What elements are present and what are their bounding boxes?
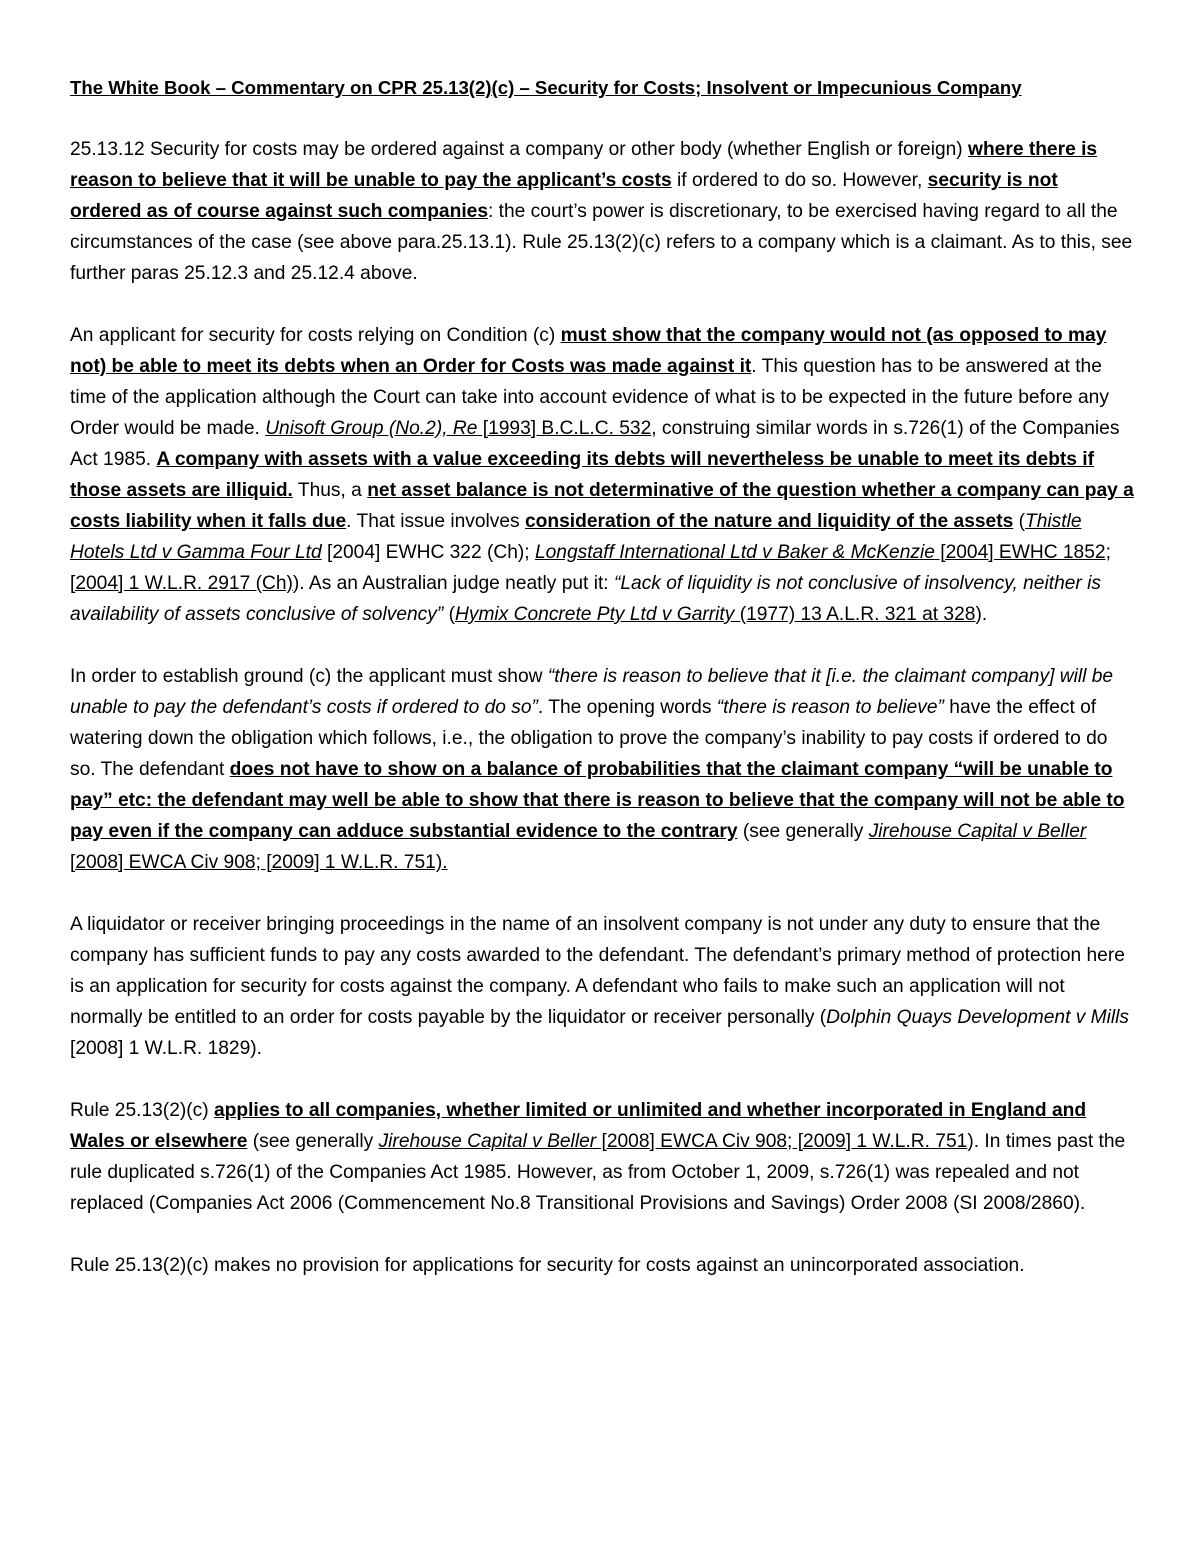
case-citation: Longstaff International Ltd v Baker & McKenzie bbox=[534, 542, 935, 563]
emphasis-text: consideration of the nature and liquidity of the assets bbox=[524, 511, 1014, 532]
report-citation: (1977) 13 A.L.R. 321 at 328 bbox=[734, 604, 976, 625]
paragraph-all-companies: Rule 25.13(2)(c) applies to all companies, whether limited or unlimited and whether incorporated in England and Wales or elsewhere (see generally Jirehouse Capital v Beller [2008] EWCA Civ 908; [2009] 1 W.L.R. 751). In times past the rule duplicated s.726(1) of the Companies Act 1985. However, as from October 1, 2009, s.726(1) was repealed and not replaced (Companies Act 2006 (Commencement No.8 Transitional Provisions and Savings) Order 2008 (SI 2008/2860). bbox=[70, 1100, 1126, 1214]
case-citation: Jirehouse Capital v Beller bbox=[378, 1131, 597, 1152]
paragraph-condition-c: An applicant for security for costs relying on Condition (c) must show that the company would not (as opposed to may not) be able to meet its debts when an Order for Costs was made against it. This question has to be answered at the time of the application although the Court can take into account evidence of what is to be expected in the future before any Order would be made. Unisoft Group (No.2), Re [1993] B.C.L.C. 532, construing similar words in s.726(1) of the Companies Act 1985. A company with assets with a value exceeding its debts will nevertheless be unable to meet its debts if those assets are illiquid. Thus, a net asset balance is not determinative of the question whether a company can pay a costs liability when it falls due. That issue involves consideration of the nature and liquidity of the assets (Thistle Hotels Ltd v Gamma Four Ltd [2004] EWHC 322 (Ch); Longstaff International Ltd v Baker & McKenzie [2004] EWHC 1852; [2004] 1 W.L.R. 2917 (Ch)). As an Australian judge neatly put it: “Lack of liquidity is not conclusive of insolvency, neither is availability of assets conclusive of solvency” (Hymix Concrete Pty Ltd v Garrity (1977) 13 A.L.R. 321 at 328). bbox=[70, 325, 1134, 625]
case-citation: Dolphin Quays Development v Mills bbox=[826, 1007, 1130, 1028]
paragraph-25-13-12: 25.13.12 Security for costs may be ordered against a company or other body (whether English or foreign) where there is reason to believe that it will be unable to pay the applicant’s costs if ordered to do so. However, security is not ordered as of course against such companies: the court’s power is discretionary, to be exercised having regard to all the circumstances of the case (see above para.25.13.1). Rule 25.13(2)(c) refers to a company which is a claimant. As to this, see further paras 25.12.3 and 25.12.4 above. bbox=[70, 139, 1133, 284]
paragraph-ground-c: In order to establish ground (c) the applicant must show “there is reason to believe that it [i.e. the claimant company] will be unable to pay the defendant’s costs if ordered to do so”. The opening words “there is reason to believe” have the effect of watering down the obligation which follows, i.e., the obligation to prove the company’s inability to pay costs if ordered to do so. The defendant does not have to show on a balance of probabilities that the claimant company “will be unable to pay” etc: the defendant may well be able to show that there is reason to believe that the company will not be able to pay even if the company can adduce substantial evidence to the contrary (see generally Jirehouse Capital v Beller [2008] EWCA Civ 908; [2009] 1 W.L.R. 751). bbox=[70, 666, 1125, 873]
emphasis-text: net asset balance is not determinative of the question whether a company can pay a costs liability when it falls due bbox=[70, 480, 1134, 532]
report-citation: [2008] EWCA Civ 908; [2009] 1 W.L.R. 751). bbox=[70, 852, 448, 873]
quotation: “there is reason to believe” bbox=[716, 697, 944, 718]
emphasis-text: A company with assets with a value exceeding its debts will nevertheless be unable to meet its debts if those assets are illiquid. bbox=[70, 449, 1095, 501]
report-citation: [2008] EWCA Civ 908; [2009] 1 W.L.R. 751 bbox=[596, 1131, 968, 1152]
emphasis-text: where there is reason to believe that it will be unable to pay the applicant’s costs bbox=[70, 139, 1098, 191]
paragraph-liquidator: A liquidator or receiver bringing proceedings in the name of an insolvent company is not under any duty to ensure that the company has sufficient funds to pay any costs awarded to the defendant. The defendant’s primary method of protection here is an application for security for costs against the company. A defendant who fails to make such an application will not normally be entitled to an order for costs payable by the liquidator or receiver personally (Dolphin Quays Development v Mills [2008] 1 W.L.R. 1829). bbox=[70, 914, 1130, 1059]
case-citation: Thistle Hotels Ltd v Gamma Four Ltd bbox=[70, 511, 1082, 563]
emphasis-text: applies to all companies, whether limited or unlimited and whether incorporated in England and Wales or elsewhere bbox=[70, 1100, 1087, 1152]
quotation: “Lack of liquidity is not conclusive of insolvency, neither is availability of assets conclusive of solvency” bbox=[70, 573, 1101, 625]
quotation: “there is reason to believe that it [i.e. the claimant company] will be unable to pay the defendant’s costs if ordered to do so” bbox=[70, 666, 1114, 718]
report-citation: [2004] EWHC 1852; [2004] 1 W.L.R. 2917 (Ch) bbox=[70, 542, 1111, 594]
report-citation: [1993] B.C.L.C. 532 bbox=[477, 418, 652, 439]
case-citation: Hymix Concrete Pty Ltd v Garrity bbox=[455, 604, 735, 625]
emphasis-text: security is not ordered as of course against such companies bbox=[70, 170, 1058, 222]
emphasis-text: does not have to show on a balance of probabilities that the claimant company “will be unable to pay” etc: the defendant may well be able to show that there is reason to believe that the company will not be able to pay even if the company can adduce substantial evidence to the contrary bbox=[70, 759, 1125, 842]
case-citation: Unisoft Group (No.2), Re bbox=[265, 418, 478, 439]
document-page bbox=[70, 72, 1134, 1312]
document-title: The White Book – Commentary on CPR 25.13(2)(c) – Security for Costs; Insolvent or Impecunious Company bbox=[70, 77, 1022, 98]
emphasis-text: must show that the company would not (as opposed to may not) be able to meet its debts when an Order for Costs was made against it bbox=[70, 325, 1107, 377]
paragraph-unincorporated: Rule 25.13(2)(c) makes no provision for applications for security for costs against an unincorporated association. bbox=[70, 1255, 1025, 1276]
case-citation: Jirehouse Capital v Beller bbox=[868, 821, 1087, 842]
